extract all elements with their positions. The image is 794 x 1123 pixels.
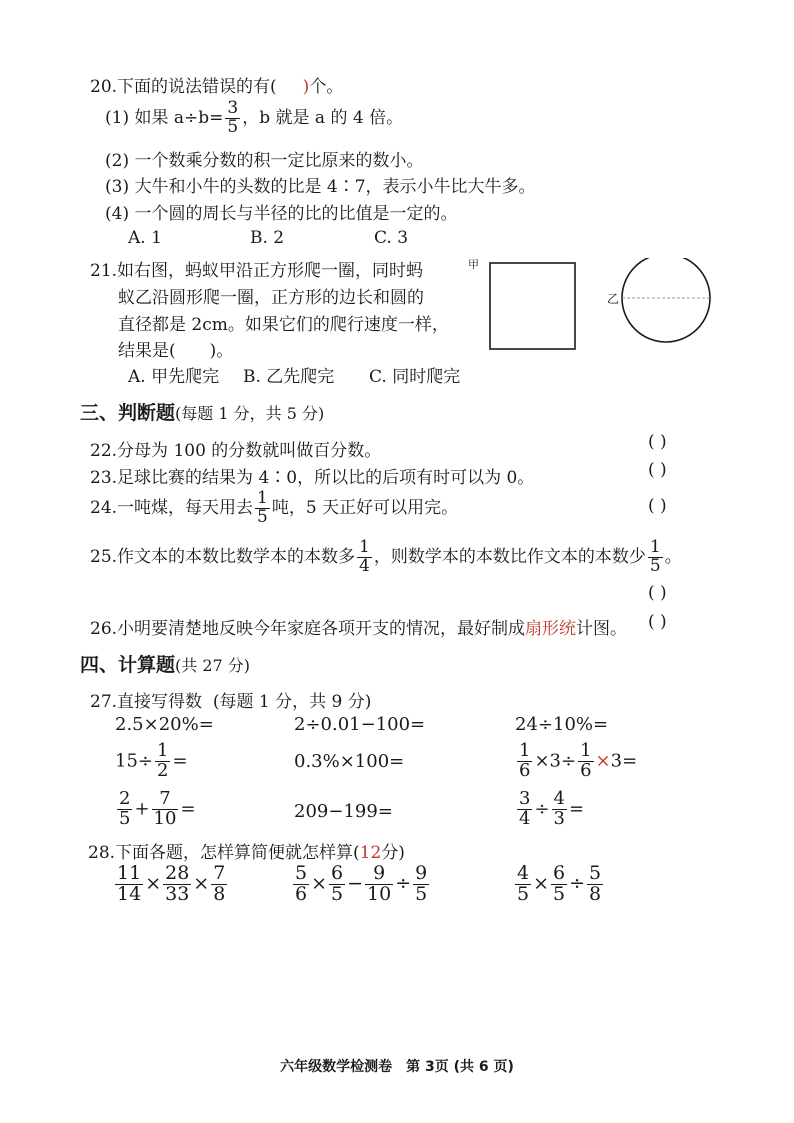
- q21-line-4: 结果是( )。: [118, 341, 234, 361]
- q27-item-8: 209−199=: [294, 801, 393, 822]
- q20-stem: 20.下面的说法错误的有( )个。: [90, 77, 344, 97]
- q28-expression-3: $\frac{4}{5}$ × $\frac{6}{5}$ ÷ $\frac{5}{8}$: [517, 862, 602, 905]
- q22-answer-paren[interactable]: ( ): [648, 432, 667, 452]
- section-4-heading: 四、计算题(共 27 分): [80, 654, 251, 676]
- q23-text: 23.足球比赛的结果为 4∶0，所以比的后项有时可以为 0。: [90, 468, 535, 488]
- q27-item-2: 2÷0.01−100=: [294, 714, 426, 735]
- q21-option-c: C. 同时爬完: [369, 367, 461, 387]
- q20-statement-3: (3) 大牛和小牛的头数的比是 4∶7，表示小牛比大牛多。: [105, 177, 536, 197]
- q27-title: 27.直接写得数 (每题 1 分，共 9 分): [90, 692, 372, 712]
- q27-item-6: $\frac{1}{6}$ ×3÷ $\frac{1}{6}$ ×3=: [519, 740, 638, 781]
- q25-answer-paren[interactable]: ( ): [648, 583, 667, 603]
- q20-option-a: A. 1: [128, 228, 162, 248]
- q25-text: 25.作文本的本数比数学本的本数多 $\frac{1}{4}$ ，则数学本的本数比作文本的本数少 $\frac{1}{5}$ 。: [90, 537, 682, 576]
- q28-title: 28.下面各题，怎样算简便就怎样算(12分): [88, 843, 405, 863]
- q23-answer-paren[interactable]: ( ): [648, 460, 667, 480]
- section-3-heading: 三、判断题(每题 1 分，共 5 分): [80, 402, 325, 424]
- q28-expression-1: $\frac{11}{14}$ × $\frac{28}{33}$ × $\frac{7}{8}$: [117, 862, 226, 905]
- q20-statement-1: (1) 如果 a÷b= $\frac{3}{5}$ ，b 就是 a 的 4 倍。: [105, 98, 404, 137]
- q27-item-7: $\frac{2}{5}$ + $\frac{7}{10}$ =: [119, 788, 196, 829]
- label-ant-jia: 甲: [468, 258, 479, 271]
- label-ant-yi: 乙: [607, 292, 620, 306]
- q26-answer-paren[interactable]: ( ): [648, 612, 667, 632]
- q26-text: 26.小明要清楚地反映今年家庭各项开支的情况，最好制成扇形统计图。: [90, 619, 628, 639]
- q21-line-3: 直径都是 2cm。如果它们的爬行速度一样，: [118, 315, 449, 335]
- q27-item-3: 24÷10%=: [515, 714, 609, 735]
- q21-line-2: 蚁乙沿圆形爬一圈，正方形的边长和圆的: [118, 288, 424, 308]
- circle-shape: [622, 258, 710, 342]
- q20-option-b: B. 2: [250, 228, 285, 248]
- q27-item-9: $\frac{3}{4}$ ÷ $\frac{4}{3}$ =: [519, 788, 585, 829]
- page-footer: 六年级数学检测卷 第 3页 (共 6 页): [280, 1059, 514, 1075]
- q21-option-a: A. 甲先爬完: [128, 367, 220, 387]
- square-circle-figure: [480, 258, 720, 358]
- q28-expression-2: $\frac{5}{6}$ × $\frac{6}{5}$ − $\frac{9}{10}$ ÷ $\frac{9}{5}$: [295, 862, 428, 905]
- q24-text: 24.一吨煤，每天用去 $\frac{1}{5}$ 吨，5 天正好可以用完。: [90, 488, 459, 527]
- q20-statement-4: (4) 一个圆的周长与半径的比的比值是一定的。: [105, 204, 458, 224]
- q22-text: 22.分母为 100 的分数就叫做百分数。: [90, 441, 382, 461]
- q27-item-1: 2.5×20%=: [115, 714, 214, 735]
- square-shape: [490, 263, 575, 349]
- q27-item-5: 0.3%×100=: [294, 751, 405, 772]
- q24-answer-paren[interactable]: ( ): [648, 496, 667, 516]
- q21-line-1: 21.如右图，蚂蚁甲沿正方形爬一圈，同时蚂: [90, 261, 424, 281]
- q20-statement-2: (2) 一个数乘分数的积一定比原来的数小。: [105, 151, 424, 171]
- q27-item-4: 15÷ $\frac{1}{2}$ =: [115, 740, 188, 781]
- q21-option-b: B. 乙先爬完: [243, 367, 335, 387]
- q20-option-c: C. 3: [374, 228, 409, 248]
